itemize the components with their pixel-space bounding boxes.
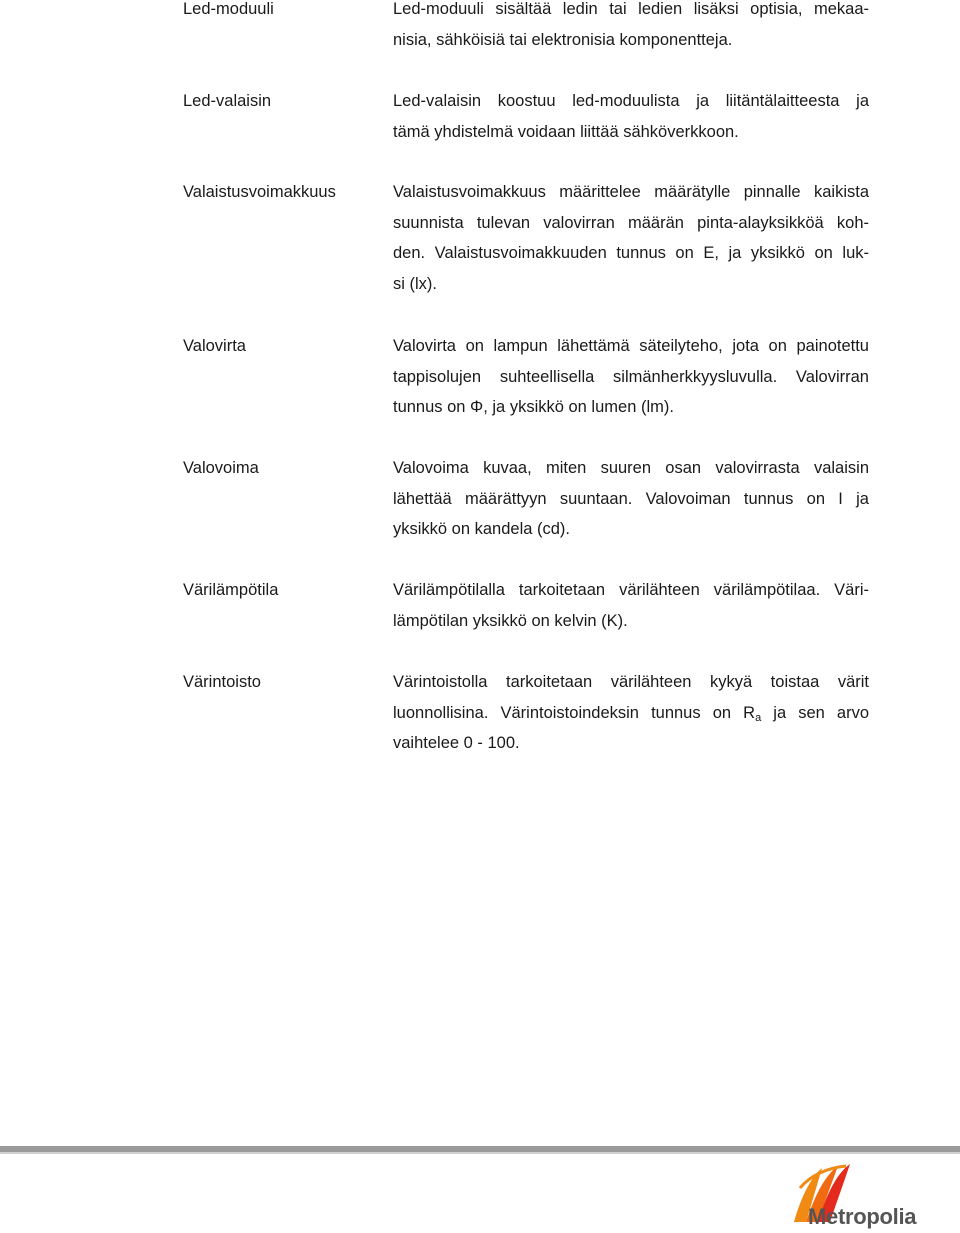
definition-line: si (lx). — [393, 275, 437, 294]
footer-band-bar — [0, 1146, 960, 1152]
logo-wordmark: Metropolia — [808, 1204, 917, 1229]
definition-line: Värilämpötilalla tarkoitetaan värilähteen värilämpötilaa. Väri- — [393, 581, 869, 599]
definition-line: nisia, sähköisiä tai elektronisia komponentteja. — [393, 30, 733, 49]
definition-text: luonnollisina. Värintoistoindeksin tunnus on R — [393, 703, 756, 722]
definition-line: Valaistusvoimakkuus määrittelee määrätylle pinnalle kaikista — [393, 183, 869, 201]
footer-band-shadow — [0, 1152, 960, 1154]
definition-line: den. Valaistusvoimakkuuden tunnus on E, ja yksikkö on luk- — [393, 244, 869, 263]
term-definition — [393, 575, 869, 636]
definition-line: yksikkö on kandela (cd). — [393, 520, 570, 539]
definition-line: lämpötilan yksikkö on kelvin (K). — [393, 611, 628, 630]
definition-line: Valovirta on lampun lähettämä säteilyteho, jota on painotettu — [393, 337, 869, 355]
definition-text: ja sen arvo — [761, 703, 869, 722]
definition-line: vaihtelee 0 - 100. — [393, 734, 520, 753]
definition-line — [393, 698, 869, 729]
term-label: Valovoima — [183, 459, 259, 477]
definition-line: Led-valaisin koostuu led-moduulista ja liitäntälaitteesta ja — [393, 92, 869, 110]
term-definition — [393, 667, 869, 759]
definition-line: tunnus on Φ, ja yksikkö on lumen (lm). — [393, 398, 674, 417]
definition-line: lähettää määrättyyn suuntaan. Valovoiman tunnus on I ja — [393, 489, 869, 508]
definition-line: tappisolujen suhteellisella silmänherkkyysluvulla. Valovirran — [393, 367, 869, 386]
term-label: Valovirta — [183, 337, 246, 355]
term-definition — [393, 177, 869, 300]
definition-line: Led-moduuli sisältää ledin tai ledien lisäksi optisia, mekaa- — [393, 0, 869, 18]
term-label: Värilämpötila — [183, 581, 279, 599]
definition-line: Valovoima kuvaa, miten suuren osan valovirrasta valaisin — [393, 459, 869, 477]
term-label: Led-valaisin — [183, 92, 272, 110]
term-definition — [393, 86, 869, 147]
footer-band — [0, 1146, 960, 1156]
term-label: Valaistusvoimakkuus — [183, 183, 336, 201]
definition-line: Värintoistolla tarkoitetaan värilähteen kykyä toistaa värit — [393, 673, 869, 691]
definition-line: tämä yhdistelmä voidaan liittää sähköverkkoon. — [393, 122, 739, 141]
term-definition — [393, 453, 869, 545]
term-label: Värintoisto — [183, 673, 261, 691]
definition-line: suunnista tulevan valovirran määrän pinta-alayksikköä koh- — [393, 213, 869, 232]
term-label: Led-moduuli — [183, 0, 274, 18]
term-definition — [393, 0, 869, 55]
term-definition — [393, 331, 869, 423]
subscript: a — [755, 711, 762, 724]
